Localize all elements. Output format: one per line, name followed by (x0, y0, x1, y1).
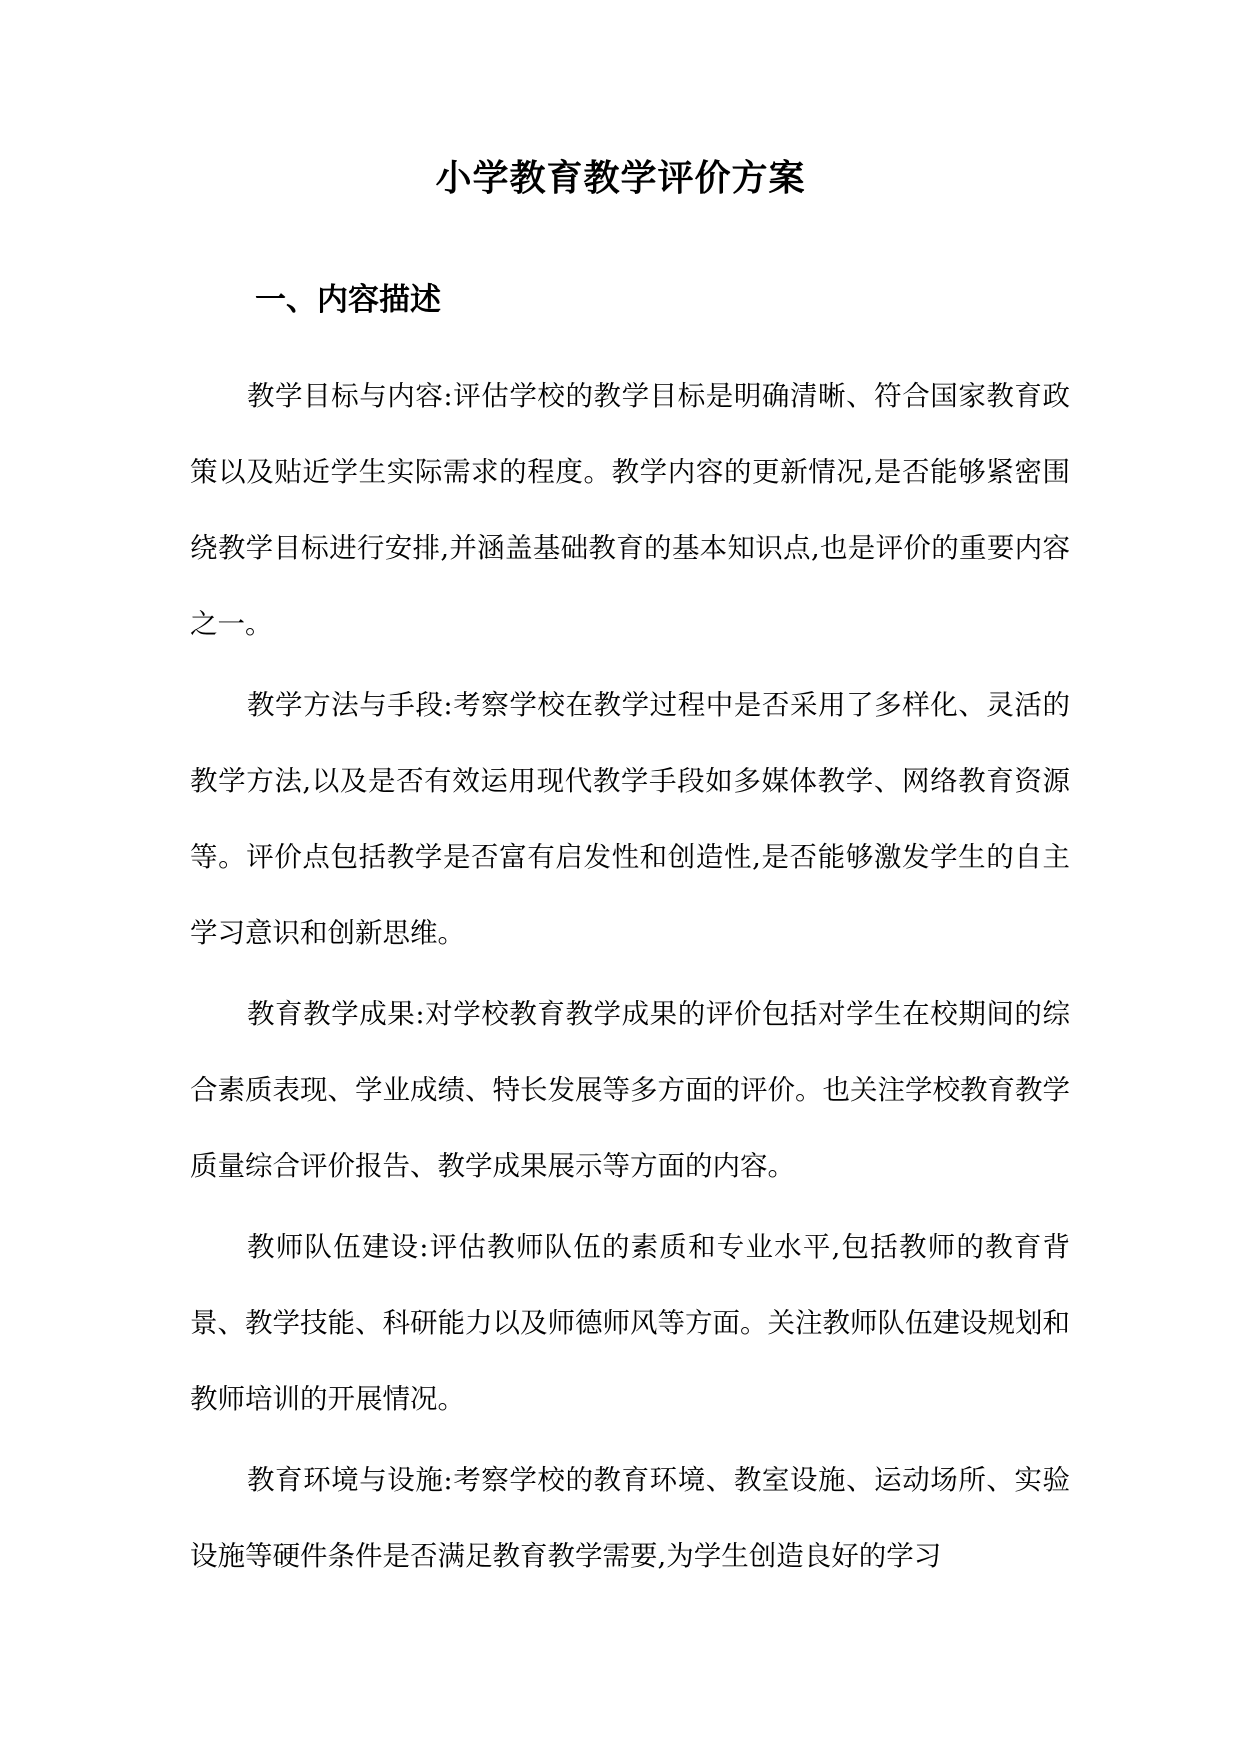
paragraph-teaching-methods: 教学方法与手段:考察学校在教学过程中是否采用了多样化、灵活的教学方法,以及是否有效运用现代教学手段如多媒体教学、网络教育资源等。评价点包括教学是否富有启发性和创造性,是否能够激发学生的自主学习意识和创新思维。 (190, 689, 1070, 949)
paragraph-environment-facilities: 教育环境与设施:考察学校的教育环境、教室设施、运动场所、实验设施等硬件条件是否满足教育教学需要,为学生创造良好的学习 (190, 1464, 1070, 1572)
paragraph-teacher-team: 教师队伍建设:评估教师队伍的素质和专业水平,包括教师的教育背景、教学技能、科研能力以及师德师风等方面。关注教师队伍建设规划和教师培训的开展情况。 (190, 1231, 1070, 1415)
paragraph-teaching-outcomes: 教育教学成果:对学校教育教学成果的评价包括对学生在校期间的综合素质表现、学业成绩、特长发展等多方面的评价。也关注学校教育教学质量综合评价报告、教学成果展示等方面的内容。 (190, 998, 1070, 1182)
document-body (190, 358, 1070, 1599)
paragraph-teaching-goals: 教学目标与内容:评估学校的教学目标是明确清晰、符合国家教育政策以及贴近学生实际需求的程度。教学内容的更新情况,是否能够紧密围绕教学目标进行安排,并涵盖基础教育的基本知识点,也是评价的重要内容之一。 (190, 380, 1070, 640)
section-heading: 一、内容描述 (255, 282, 441, 318)
document-title: 小学教育教学评价方案 (435, 157, 806, 199)
